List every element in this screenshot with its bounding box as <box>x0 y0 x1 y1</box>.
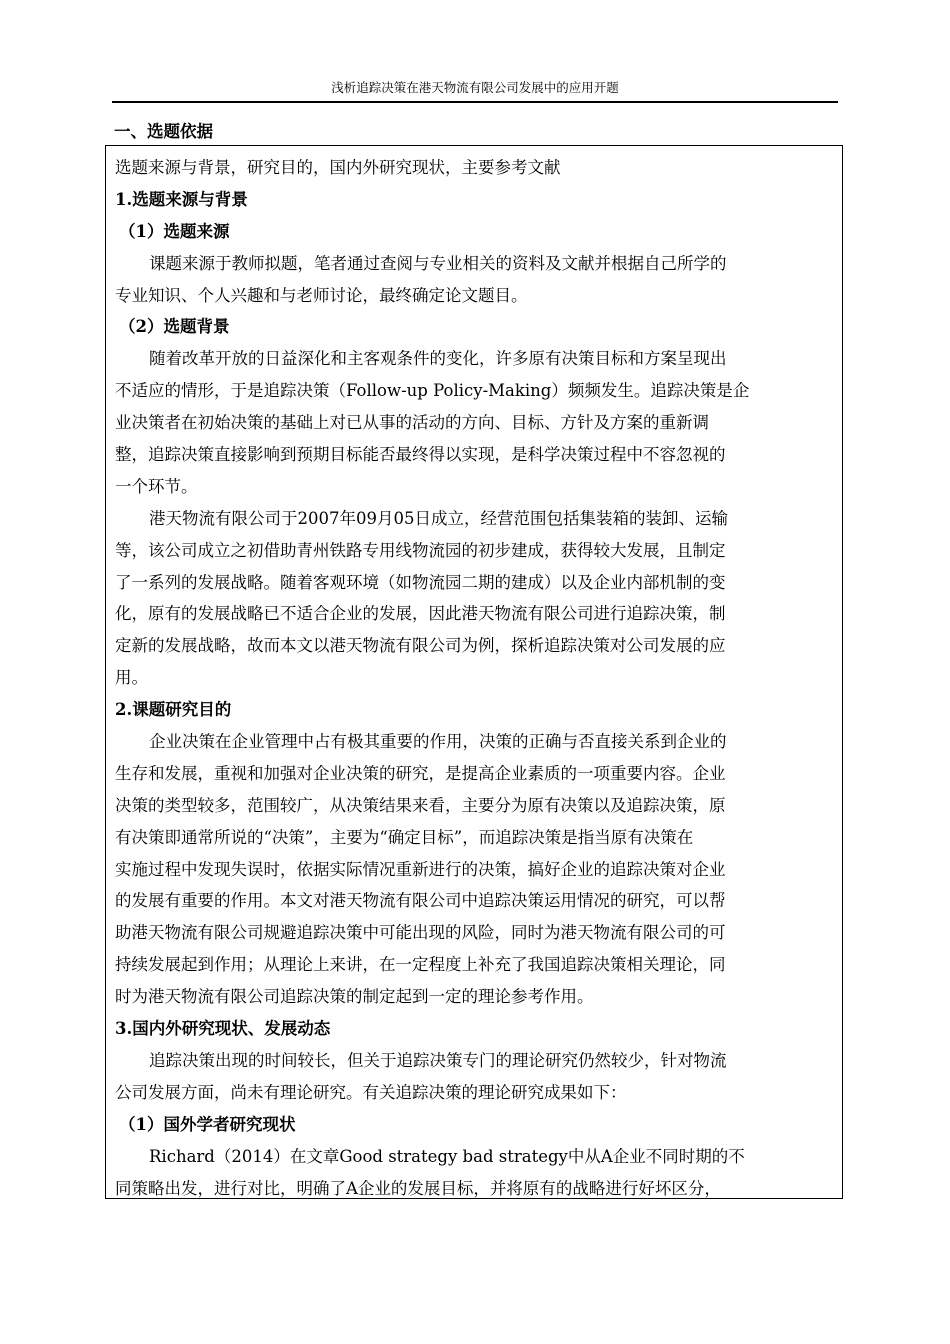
subheading-foreign-research: （1）国外学者研究现状 <box>119 1114 296 1134</box>
paragraph-line: 定新的发展战略，故而本文以港天物流有限公司为例，探析追踪决策对公司发展的应 <box>115 636 726 656</box>
paragraph-line: 专业知识、个人兴趣和与老师讨论，最终确定论文题目。 <box>115 285 528 305</box>
paragraph-line: 用。 <box>115 668 148 688</box>
paragraph-line: 等，该公司成立之初借助青州铁路专用线物流园的初步建成，获得较大发展，且制定 <box>115 540 726 560</box>
subheading-topic-background: （2）选题背景 <box>119 317 230 337</box>
paragraph-line: 港天物流有限公司于2007年09月05日成立，经营范围包括集装箱的装卸、运输 <box>149 508 728 528</box>
paragraph-line: Richard（2014）在文章Good strategy bad strategy中从A企业不同时期的不 <box>149 1146 745 1166</box>
heading-research-status: 3.国内外研究现状、发展动态 <box>115 1019 331 1039</box>
box-intro: 选题来源与背景，研究目的，国内外研究现状，主要参考文献 <box>115 158 561 177</box>
subheading-topic-source: （1）选题来源 <box>119 221 230 241</box>
paragraph-line: 的发展有重要的作用。本文对港天物流有限公司中追踪决策运用情况的研究，可以帮 <box>115 891 726 911</box>
heading-research-purpose: 2.课题研究目的 <box>115 700 232 720</box>
paragraph-line: 实施过程中发现失误时，依据实际情况重新进行的决策，搞好企业的追踪决策对企业 <box>115 859 726 879</box>
paragraph-line: 一个环节。 <box>115 476 198 496</box>
paragraph-line: 整，追踪决策直接影响到预期目标能否最终得以实现，是科学决策过程中不容忽视的 <box>115 445 726 465</box>
paragraph-line: 企业决策在企业管理中占有极其重要的作用，决策的正确与否直接关系到企业的 <box>149 732 727 752</box>
paragraph-line: 不适应的情形，于是追踪决策（Follow-up Policy-Making）频频发生。追踪决策是企 <box>115 381 750 401</box>
paragraph-line: 业决策者在初始决策的基础上对已从事的活动的方向、目标、方针及方案的重新调 <box>115 413 709 433</box>
paragraph-line: 决策的类型较多，范围较广，从决策结果来看，主要分为原有决策以及追踪决策，原 <box>115 795 726 815</box>
paragraph-line: 生存和发展，重视和加强对企业决策的研究，是提高企业素质的一项重要内容。企业 <box>115 763 726 783</box>
paragraph-line: 同策略出发，进行对比，明确了A企业的发展目标，并将原有的战略进行好坏区分， <box>115 1178 721 1198</box>
heading-source-background: 1.选题来源与背景 <box>115 189 248 209</box>
running-header: 浅析追踪决策在港天物流有限公司发展中的应用开题 <box>331 80 619 95</box>
paragraph-line: 有决策即通常所说的“决策”，主要为“确定目标”，而追踪决策是指当原有决策在 <box>115 827 694 847</box>
content-body <box>115 152 831 1199</box>
paragraph-line: 随着改革开放的日益深化和主客观条件的变化，许多原有决策目标和方案呈现出 <box>149 349 727 369</box>
paragraph-line: 了一系列的发展战略。随着客观环境（如物流园二期的建成）以及企业内部机制的变 <box>115 572 726 592</box>
paragraph-line: 助港天物流有限公司规避追踪决策中可能出现的风险，同时为港天物流有限公司的可 <box>115 923 726 943</box>
content-box <box>105 145 843 1199</box>
section-title: 一、选题依据 <box>114 122 213 141</box>
paragraph-line: 公司发展方面，尚未有理论研究。有关追踪决策的理论研究成果如下： <box>115 1082 627 1102</box>
paragraph-line: 持续发展起到作用；从理论上来讲，在一定程度上补充了我国追踪决策相关理论，同 <box>115 955 726 975</box>
header-rule <box>112 101 838 103</box>
paragraph-line: 追踪决策出现的时间较长，但关于追踪决策专门的理论研究仍然较少，针对物流 <box>149 1050 727 1070</box>
paragraph-line: 时为港天物流有限公司追踪决策的制定起到一定的理论参考作用。 <box>115 987 594 1007</box>
paragraph-line: 化，原有的发展战略已不适合企业的发展，因此港天物流有限公司进行追踪决策，制 <box>115 604 726 624</box>
paragraph-line: 课题来源于教师拟题，笔者通过查阅与专业相关的资料及文献并根据自己所学的 <box>149 253 727 273</box>
